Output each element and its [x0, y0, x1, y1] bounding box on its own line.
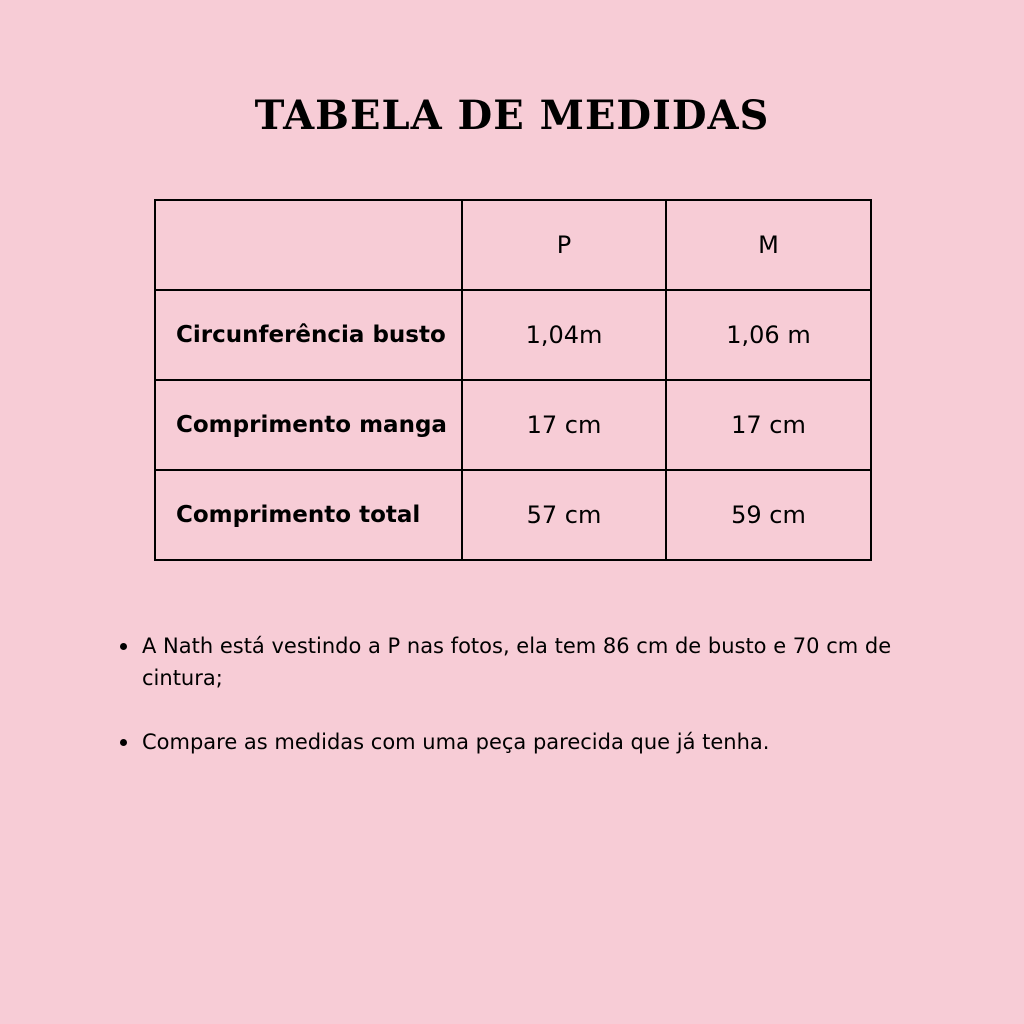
note-text: Compare as medidas com uma peça parecida que já tenha. [142, 730, 770, 754]
list-item [120, 630, 920, 694]
table-row [155, 380, 871, 470]
bullet-icon [120, 739, 127, 746]
row-label-comprimento-manga: Comprimento manga [155, 380, 462, 470]
cell-busto-m: 1,06 m [666, 290, 871, 380]
cell-busto-p: 1,04m [462, 290, 666, 380]
cell-manga-m: 17 cm [666, 380, 871, 470]
cell-total-p: 57 cm [462, 470, 666, 560]
table-header-size-m: M [666, 200, 871, 290]
cell-manga-p: 17 cm [462, 380, 666, 470]
cell-total-m: 59 cm [666, 470, 871, 560]
list-item [120, 726, 920, 758]
table-header-row [155, 200, 871, 290]
page-title: TABELA DE MEDIDAS [254, 92, 770, 139]
notes-list [120, 630, 920, 790]
table-row [155, 470, 871, 560]
table-row [155, 290, 871, 380]
row-label-comprimento-total: Comprimento total [155, 470, 462, 560]
row-label-circunferencia-busto: Circunferência busto [155, 290, 462, 380]
table-header-empty [155, 200, 462, 290]
bullet-icon [120, 643, 127, 650]
table-header-size-p: P [462, 200, 666, 290]
size-table [154, 199, 872, 561]
note-text: A Nath está vestindo a P nas fotos, ela tem 86 cm de busto e 70 cm de cintura; [142, 634, 892, 690]
